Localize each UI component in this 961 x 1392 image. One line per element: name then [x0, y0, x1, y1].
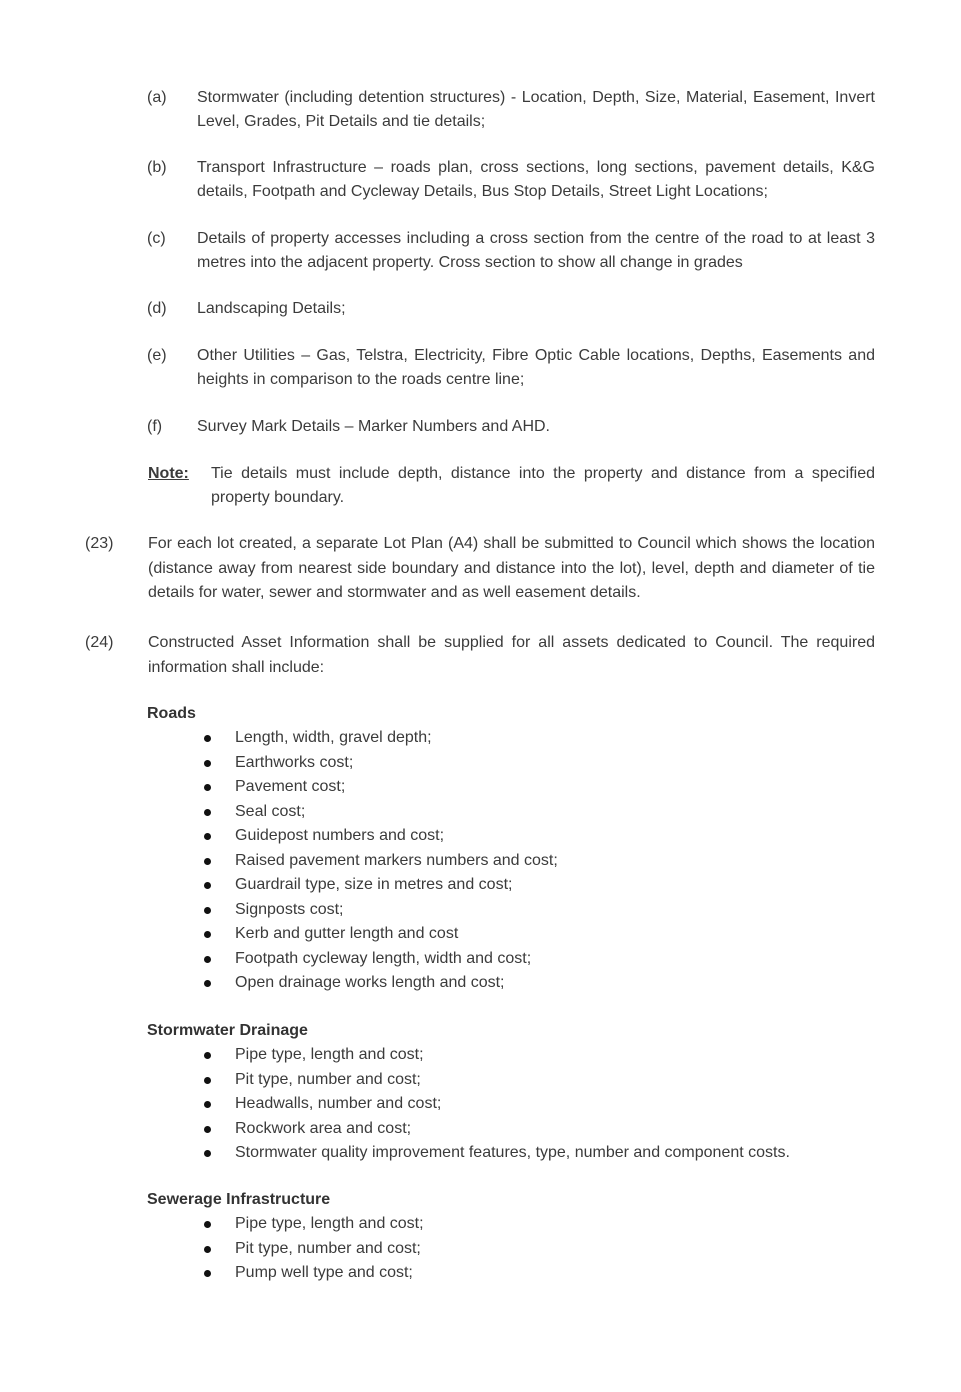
list-item [200, 824, 880, 849]
clause-24 [85, 631, 875, 680]
sub-item-text: Other Utilities – Gas, Telstra, Electricity, Fibre Optic Cable locations, Depths, Easements and heights in comparison to the roads centre line; [197, 347, 875, 388]
section-heading-stormwater: Stormwater Drainage [147, 1022, 308, 1039]
list-item [200, 922, 880, 947]
list-item [200, 947, 880, 972]
list-item [200, 849, 880, 874]
clause-number: (24) [85, 634, 114, 651]
bullet-icon [204, 980, 211, 987]
list-item-text: Length, width, gravel depth; [235, 729, 432, 746]
bullet-icon [204, 1052, 211, 1059]
sub-item-label: (f) [147, 418, 163, 435]
list-item-text: Seal cost; [235, 802, 306, 820]
list-item-text: Raised pavement markers numbers and cost; [235, 851, 558, 869]
list-item [200, 775, 880, 800]
bullet-icon [204, 931, 211, 938]
list-item [200, 1237, 880, 1262]
sub-item-text: Survey Mark Details – Marker Numbers and AHD. [197, 418, 550, 435]
sub-item-f [147, 415, 875, 439]
list-item [200, 726, 880, 751]
list-item-text: Stormwater quality improvement features, type, number and component costs. [235, 1144, 790, 1161]
section-heading-roads: Roads [147, 705, 196, 722]
list-item-text: Guardrail type, size in metres and cost; [235, 876, 513, 893]
list-item [200, 1141, 880, 1166]
list-item [200, 1068, 880, 1093]
roads-list [200, 726, 880, 996]
sub-item-label: (a) [147, 89, 167, 106]
list-item [200, 800, 880, 825]
sewerage-list [200, 1212, 880, 1286]
list-item [200, 1043, 880, 1068]
list-item [200, 1212, 880, 1237]
bullet-icon [204, 1270, 211, 1277]
sub-item-e [147, 344, 875, 392]
list-item-text: Pit type, number and cost; [235, 1239, 421, 1257]
list-item [200, 873, 880, 898]
list-item [200, 898, 880, 923]
list-item-text: Pipe type, length and cost; [235, 1215, 424, 1232]
sub-item-text: Stormwater (including detention structures) - Location, Depth, Size, Material, Easement, Invert Level, Grades, Pit Details and tie details; [197, 89, 875, 130]
list-item [200, 751, 880, 776]
sub-item-c [147, 227, 875, 275]
bullet-icon [204, 907, 211, 914]
sub-item-label: (e) [147, 347, 167, 364]
stormwater-list [200, 1043, 880, 1166]
sub-item-text: Transport Infrastructure – roads plan, cross sections, long sections, pavement details, K&G details, Footpath and Cycleway Details, Bus Stop Details, Street Light Locations; [197, 159, 875, 200]
bullet-icon [204, 858, 211, 865]
bullet-icon [204, 1221, 211, 1228]
note-label: Note: [148, 465, 189, 482]
bullet-icon [204, 809, 211, 816]
bullet-icon [204, 760, 211, 767]
list-item [200, 1117, 880, 1142]
clause-number: (23) [85, 535, 114, 552]
list-item-text: Footpath cycleway length, width and cost; [235, 949, 532, 967]
bullet-icon [204, 784, 211, 791]
list-item-text: Pavement cost; [235, 778, 346, 795]
list-item-text: Signposts cost; [235, 900, 344, 918]
sub-item-text: Landscaping Details; [197, 300, 346, 317]
clause-text: For each lot created, a separate Lot Plan (A4) shall be submitted to Council which shows the location (distance away from nearest side boundary and distance into the lot), level, depth and diameter of tie details for water, sewer and stormwater and as well easement details. [148, 535, 875, 601]
section-heading-sewerage: Sewerage Infrastructure [147, 1191, 331, 1208]
bullet-icon [204, 956, 211, 963]
list-item [200, 1092, 880, 1117]
list-item-text: Kerb and gutter length and cost [235, 925, 459, 942]
bullet-icon [204, 833, 211, 840]
sub-item-label: (b) [147, 159, 167, 176]
bullet-icon [204, 1246, 211, 1253]
list-item [200, 1261, 880, 1286]
list-item-text: Pump well type and cost; [235, 1264, 413, 1281]
sub-item-text: Details of property accesses including a cross section from the centre of the road to at least 3 metres into the adjacent property. Cross section to show all change in grades [197, 230, 875, 271]
bullet-icon [204, 1101, 211, 1108]
clause-text: Constructed Asset Information shall be supplied for all assets dedicated to Council. The required information shall include: [148, 634, 875, 676]
clause-23 [85, 532, 875, 606]
list-item-text: Earthworks cost; [235, 753, 354, 771]
bullet-icon [204, 1150, 211, 1157]
sub-item-label: (c) [147, 230, 166, 247]
sub-item-a [147, 86, 875, 134]
note-text: Tie details must include depth, distance into the property and distance from a specified property boundary. [211, 465, 875, 506]
list-item-text: Pipe type, length and cost; [235, 1046, 424, 1063]
list-item-text: Headwalls, number and cost; [235, 1095, 442, 1112]
note-block [148, 462, 875, 510]
list-item-text: Rockwork area and cost; [235, 1119, 412, 1137]
bullet-icon [204, 735, 211, 742]
bullet-icon [204, 882, 211, 889]
sub-item-label: (d) [147, 300, 167, 317]
bullet-icon [204, 1126, 211, 1133]
list-item [200, 971, 880, 996]
sub-item-b [147, 156, 875, 204]
bullet-icon [204, 1077, 211, 1084]
list-item-text: Guidepost numbers and cost; [235, 827, 445, 844]
list-item-text: Open drainage works length and cost; [235, 974, 505, 991]
list-item-text: Pit type, number and cost; [235, 1070, 421, 1088]
sub-item-d [147, 297, 875, 321]
